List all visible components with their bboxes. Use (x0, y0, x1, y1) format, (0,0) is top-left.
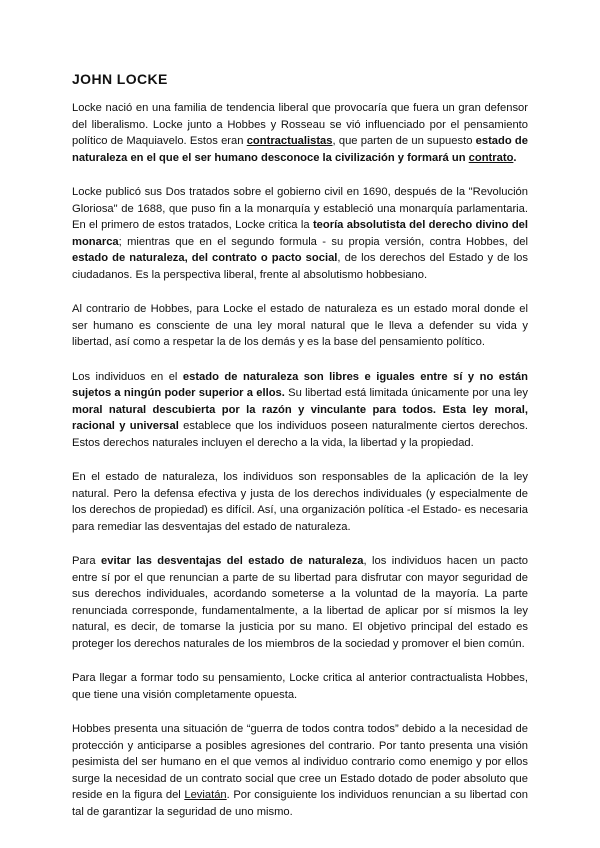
paragraph-text: , de los derechos del Estado y de los ciudadanos. Es la perspectiva liberal, frente al absolutismo hobbesiano. (72, 252, 528, 281)
document-body (72, 100, 528, 838)
paragraph-text: Su libertad está limitada únicamente por una ley (284, 387, 529, 399)
bold-text: teoría absolutista del derecho divino del monarca (72, 219, 528, 248)
bold-text: estado de naturaleza en el que el ser humano desconoce la civilización y formará un (72, 135, 528, 164)
paragraph-text: establece que los individuos poseen naturalmente ciertos derechos. Estos derechos naturales incluyen el derecho a la vida, la libertad y la propiedad. (72, 420, 528, 449)
paragraph-text: Para (72, 555, 102, 567)
paragraph (72, 721, 528, 820)
bold-text: moral natural descubierta por la razón y vinculante para todos. Esta ley moral, racional y universal (72, 403, 528, 432)
underlined-term: contrato (468, 151, 514, 164)
bold-text: estado de naturaleza, del contrato o pacto social (72, 252, 338, 264)
bold-text: . (513, 151, 517, 164)
paragraph (72, 184, 528, 283)
bold-text: estado de naturaleza son libres e iguales entre sí y no están sujetos a ningún poder superior a ellos. (72, 370, 528, 399)
paragraph (72, 100, 528, 166)
paragraph (72, 670, 528, 703)
paragraph-text: Hobbes presenta una situación de “guerra de todos contra todos” debido a la necesidad de protección y anticiparse a posibles agresiones del contrario. Por tanto presenta una visión pesimista del ser humano en el que vemos al individuo contrario como enemigo y por ellos surge la necesidad de un contrato social que cree un Estado dotado de poder absoluto que reside en la figura del (72, 723, 528, 801)
bold-text: evitar las desventajas del estado de naturaleza (101, 555, 364, 567)
paragraph-text: En el estado de naturaleza, los individuos son responsables de la aplicación de la ley natural. Pero la defensa efectiva y justa de los derechos individuales (y especialmente de los derechos de propiedad) es difícil. Así, una organización política -el Estado- es necesaria para remediar las desventajas del estado de naturaleza. (72, 471, 528, 533)
paragraph-text: ; mientras que en el segundo formula - su propia versión, contra Hobbes, del (118, 235, 528, 248)
underlined-term: Leviatán (184, 789, 227, 801)
document-title: JOHN LOCKE (72, 71, 168, 87)
paragraph (72, 469, 528, 535)
paragraph-text: Al contrario de Hobbes, para Locke el estado de naturaleza es un estado moral donde el ser humano es consciente de una ley moral natural que le lleva a defender su vida y libertad, así como a respetar la de los demás y es la base del pensamiento político. (72, 303, 528, 348)
paragraph (72, 553, 528, 652)
paragraph-text: , los individuos hacen un pacto entre sí por el que renuncian a parte de su libertad para disfrutar con mayor seguridad de sus derechos individuales, acordando someterse a la voluntad de la mayoría. La parte renunciada corresponde, fundamentalmente, a la libertad de aplicar por sí mismos la ley natural, es decir, de tomarse la justicia por su mano. El objetivo principal del estado es proteger los derechos naturales de los miembros de la sociedad y promover el bien común. (72, 555, 528, 650)
paragraph-text: Para llegar a formar todo su pensamiento, Locke critica al anterior contractualista Hobbes, que tiene una visión completamente opuesta. (72, 672, 528, 701)
paragraph-text: Locke nació en una familia de tendencia liberal que provocaría que fuera un gran defensor del liberalismo. Locke junto a Hobbes y Rosseau se vió influenciado por el pensamiento político de Maquiavelo. Estos eran (72, 102, 528, 147)
paragraph-text: . Por consiguiente los individuos renuncian a su libertad con tal de garantizar la seguridad de uno mismo. (72, 789, 528, 818)
paragraph-text: Los individuos en el (72, 370, 183, 383)
paragraph-text: Locke publicó sus Dos tratados sobre el gobierno civil en 1690, después de la "Revolución Gloriosa" de 1688, que puso fin a la monarquía y estableció una monarquía parlamentaria. En el primero de estos tratados, Locke critica la (72, 186, 528, 231)
paragraph-text: , que parten de un supuesto (332, 135, 476, 147)
paragraph (72, 301, 528, 351)
paragraph (72, 369, 528, 452)
underlined-term: contractualistas (246, 135, 333, 147)
